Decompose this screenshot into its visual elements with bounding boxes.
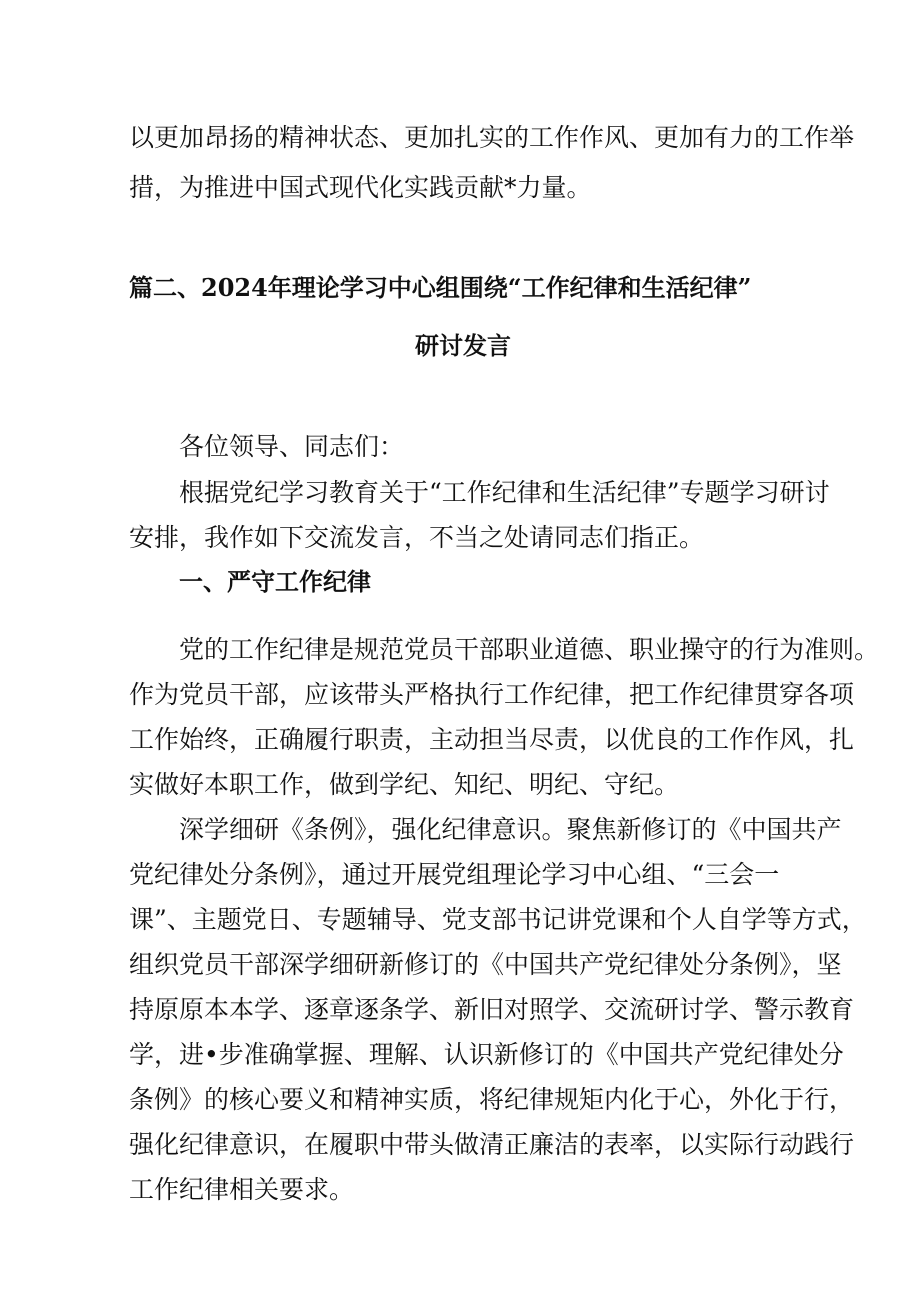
intro-line: 以更加昂扬的精神状态、更加扎实的工作作风、更加有力的工作举 (129, 123, 855, 152)
greeting: 各位领导、同志们： (179, 432, 405, 461)
paragraph-line: 工作始终，正确履行职责，主动担当尽责，以优良的工作作风，扎 (129, 725, 855, 754)
section-heading-continued: 研讨发言 (415, 331, 511, 360)
paragraph-line: 工作纪律相关要求。 (129, 1175, 355, 1204)
section-heading: 篇二、2024年理论学习中心组围绕“工作纪律和生活纪律” (129, 273, 752, 302)
paragraph-line: 安排，我作如下交流发言，不当之处请同志们指正。 (129, 523, 705, 552)
paragraph-line: 组织党员干部深学细研新修订的《中国共产党纪律处分条例》，坚 (129, 950, 842, 979)
paragraph-line: 课”、主题党日、专题辅导、党支部书记讲党课和个人自学等方式， (129, 905, 867, 934)
paragraph-line: 党的工作纪律是规范党员干部职业道德、职业操守的行为准则。 (179, 635, 880, 664)
subsection-title: 一、严守工作纪律 (179, 567, 371, 596)
paragraph-line: 党纪律处分条例》，通过开展党组理论学习中心组、“三会一 (129, 860, 780, 889)
paragraph-line: 学，进•步准确掌握、理解、认识新修订的《中国共产党纪律处分 (129, 1040, 844, 1069)
paragraph-line: 根据党纪学习教育关于“工作纪律和生活纪律”专题学习研讨 (179, 478, 830, 507)
paragraph-line: 实做好本职工作，做到学纪、知纪、明纪、守纪。 (129, 770, 680, 799)
paragraph-line: 强化纪律意识，在履职中带头做清正廉洁的表率，以实际行动践行 (129, 1130, 855, 1159)
paragraph-line: 条例》的核心要义和精神实质，将纪律规矩内化于心，外化于行， (129, 1085, 855, 1114)
paragraph-line: 深学细研《条例》，强化纪律意识。聚焦新修订的《中国共产 (179, 815, 842, 844)
intro-line: 措，为推进中国式现代化实践贡献*力量。 (129, 173, 592, 202)
paragraph-line: 作为党员干部，应该带头严格执行工作纪律，把工作纪律贯穿各项 (129, 680, 855, 709)
paragraph-line: 持原原本本学、逐章逐条学、新旧对照学、交流研讨学、警示教育 (129, 995, 855, 1024)
